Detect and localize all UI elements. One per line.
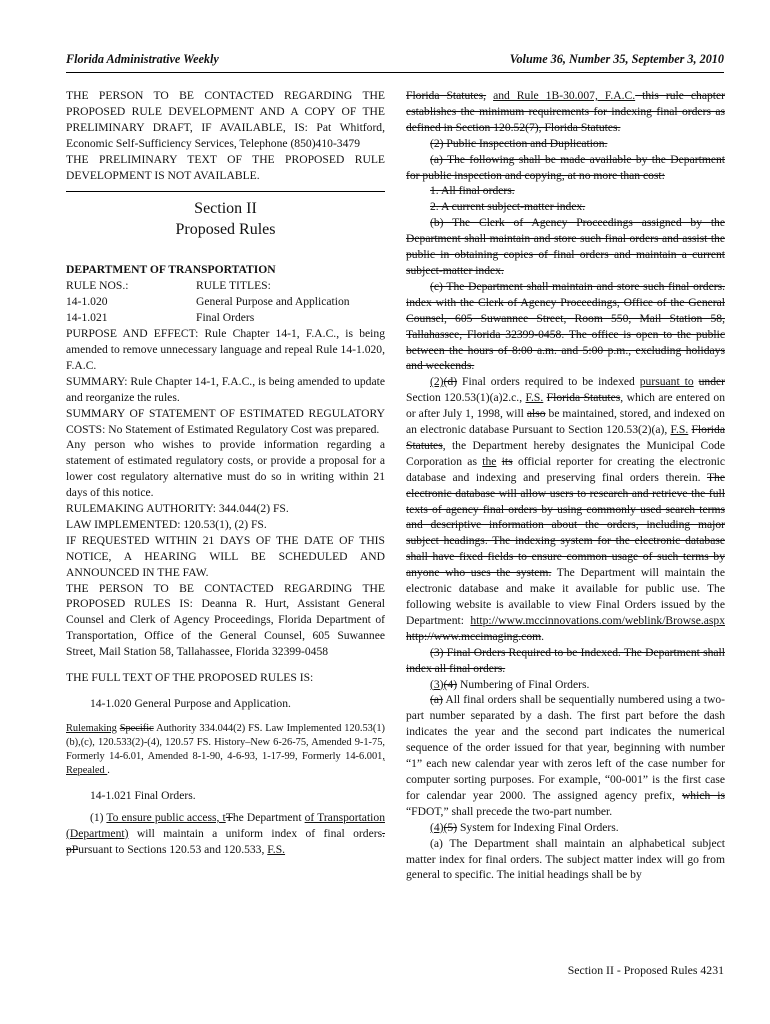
rule-row <box>66 310 385 326</box>
deleted-text: (a) <box>430 693 443 707</box>
journal-title: Florida Administrative Weekly <box>66 52 219 66</box>
rule-row <box>66 294 385 310</box>
deleted-text: (b) The Clerk of Agency Proceedings assigned by the Department shall maintain and store such final orders and assist the public in obtaining copies of final orders and maintain a current subject-matter index. <box>406 216 725 277</box>
deleted-paragraph <box>406 215 725 279</box>
inserted-text: , Repealed <box>66 750 385 776</box>
running-header <box>66 52 724 72</box>
inserted-text: F.S. <box>267 842 286 856</box>
deleted-text: also <box>526 407 546 421</box>
prior-notice-contact: THE PERSON TO BE CONTACTED REGARDING THE PROPOSED RULE DEVELOPMENT AND A COPY OF THE PRELIMINARY DRAFT, IF AVAILABLE, IS: Pat Whitford, Economic Self-Sufficiency Services, Telephone (850)410-3479 <box>66 89 385 150</box>
deleted-subsection <box>406 136 725 152</box>
deleted-text: Specific <box>119 722 154 734</box>
inserted-text: the <box>482 454 497 468</box>
deleted-text: under <box>698 375 725 389</box>
summary-of-costs: SUMMARY OF STATEMENT OF ESTIMATED REGULATORY COSTS: No Statement of Estimated Regulatory Cost was prepared. <box>66 406 385 436</box>
text: will maintain a uniform index of final orders <box>128 826 383 840</box>
inserted-text: To ensure public access, t <box>106 810 226 824</box>
deleted-text: 2. A current subject-matter index. <box>430 200 586 214</box>
deleted-item <box>406 199 725 215</box>
text: Final orders required to be indexed <box>457 375 640 389</box>
issue-info: Volume 36, Number 35, September 3, 2010 <box>509 52 724 66</box>
text: . <box>541 629 545 643</box>
rule-heading-14-1-021: 14-1.021 Final Orders. <box>90 788 196 802</box>
deleted-item <box>406 183 725 199</box>
deleted-text: Florida Statutes, <box>406 89 487 102</box>
right-column <box>406 88 725 883</box>
section-rule <box>66 191 385 192</box>
deleted-paragraph <box>406 152 725 184</box>
rule-title: Final Orders <box>196 311 255 325</box>
deleted-text: (c) The Department shall maintain and store such final orders. index with the Clerk of Agency Proceedings, Office of the General Counsel, 605 Suwannee Street, Room 550, Mail Station 58, Tallahassee, Florida 32399-0458. The office is open to the public between the hours of 8:00 a.m. and 5:00 p.m., excluding holidays and weekends. <box>406 279 725 373</box>
website-link[interactable]: http://www.mccinnovations.com/weblink/Browse.aspx <box>470 613 725 627</box>
rule-nos-label: RULE NOS.: <box>66 279 129 293</box>
rule-number: 14-1.021 <box>66 311 108 325</box>
inserted-text: F.S. <box>670 423 689 437</box>
history-end: . <box>107 764 110 776</box>
inserted-text: (4) <box>430 820 444 834</box>
header-rule <box>66 72 724 73</box>
text: he Department <box>232 810 305 824</box>
deleted-text: Florida Statutes <box>406 423 725 452</box>
deleted-text: its <box>501 454 513 468</box>
hearing-notice: IF REQUESTED WITHIN 21 DAYS OF THE DATE OF THIS NOTICE, A HEARING WILL BE SCHEDULED AND ANNOUNCED IN THE FAW. <box>66 533 385 579</box>
deleted-subsection <box>406 645 725 677</box>
deleted-text: (d) <box>443 375 458 389</box>
text: All final orders shall be sequentially numbered using a two-part number separated by a dash. The first part before the dash indicates the year and the second part indicates the numerical sequence of the order issued for that year, beginning with number “1” each new calendar year with zeros left of the case number for computer sorting purposes. For example, “00-001” is the first case for calendar year 2000. The assigned agency prefix, <box>406 693 725 802</box>
text: be maintained, stored, and indexed on an electronic database Pursuant to Section 120.53(2)(a), <box>406 407 725 437</box>
rule-paragraph <box>406 374 725 644</box>
summary: SUMMARY: Rule Chapter 14-1, F.A.C., is being amended to update and reorganize the rules. <box>66 374 385 404</box>
text: , the Department hereby designates the Municipal Code Corporation as <box>406 438 725 468</box>
inserted-text: Rulemaking <box>66 722 117 734</box>
deleted-text: P <box>71 842 79 856</box>
text: “FDOT,” shall precede the two-part number. <box>406 804 613 818</box>
prior-notice-text-status: THE PRELIMINARY TEXT OF THE PROPOSED RULE DEVELOPMENT IS NOT AVAILABLE. <box>66 152 385 182</box>
deleted-link: http://www.mccimaging.com <box>406 629 542 643</box>
history-text: Authority 334.044(2) FS. Law Implemented 120.53(1)(b),(c), 120.533(2)-(4), 120.57 FS. History–New 6-26-75, Amended 9-1-75, Formerly 14-6.01, Amended 8-1-90, 4-6-93, 1-17-99, Formerly 14-6.001 <box>66 722 385 762</box>
subsection-heading <box>406 820 725 836</box>
deleted-text: this rule chapter establishes the minimum requirements for indexing final orders as defined in Section 120.52(7), Florida Statutes. <box>406 89 725 134</box>
deleted-text: (4) <box>443 677 458 691</box>
rule-heading-14-1-020: 14-1.020 General Purpose and Application. <box>90 697 291 710</box>
rule-paragraph <box>66 810 385 858</box>
text: official reporter for creating the electronic database and indexing and preserving final orders therein. <box>406 454 726 484</box>
purpose-and-effect: PURPOSE AND EFFECT: Rule Chapter 14-1, F.A.C., is being amended to remove unnecessary language and repeal Rule 14-1.020, F.A.C. <box>66 327 385 372</box>
text: The Department will maintain the electronic database and make it available for public use. The following website is available to view Final Orders issued by the Department: <box>406 566 725 627</box>
deleted-text: (5) <box>443 820 458 834</box>
left-column <box>66 88 385 858</box>
rule-title: General Purpose and Application <box>196 295 350 309</box>
deleted-text: (a) The following shall be made available by the Department for public inspection and copying, at no more than cost: <box>406 152 725 182</box>
subsection-heading <box>406 677 725 693</box>
rule-titles-label: RULE TITLES: <box>196 279 271 293</box>
section-number: Section II <box>194 200 257 218</box>
inserted-text: pursuant to <box>639 375 694 389</box>
rule-paragraph <box>406 88 725 136</box>
rule-history-note <box>66 722 385 778</box>
cost-proposal-notice: Any person who wishes to provide information regarding a statement of estimated regulatory costs, or provide a proposal for a lower cost regulatory alternative must do so in writing within 21 days of this notice. <box>66 438 385 500</box>
deleted-text: (3) Final Orders Required to be Indexed. The Department shall index all final orders. <box>406 645 725 675</box>
deleted-text: The electronic database will allow users to research and retrieve the full texts of agency final orders by using commonly used search terms and descriptive information about the orders, including major subject headings. The indexing system for the electronic database shall have fixed fields to ensure common usage of such terms by anyone who uses the system. <box>406 470 725 580</box>
deleted-text: T <box>225 810 233 824</box>
deleted-text: (2) Public Inspection and Duplication. <box>430 136 608 150</box>
text: ursuant to Sections 120.53 and 120.533, <box>78 842 268 856</box>
inserted-text: F.S. <box>525 391 544 405</box>
inserted-text: (3) <box>430 677 444 691</box>
full-text-heading: THE FULL TEXT OF THE PROPOSED RULES IS: <box>66 671 314 685</box>
rule-paragraph <box>406 692 725 819</box>
department-heading: DEPARTMENT OF TRANSPORTATION <box>66 263 276 277</box>
text: System for Indexing Final Orders. <box>457 820 619 834</box>
inserted-text: of Transportation (Department) <box>66 810 385 840</box>
text: , which are entered on or after July 1, 1998, will <box>406 391 725 421</box>
rule-paragraph: (a) The Department shall maintain an alphabetical subject matter index for final orders. The subject matter index will go from general to specific. The initial headings shall be by <box>406 836 725 882</box>
section-name: Proposed Rules <box>175 221 276 239</box>
law-implemented: LAW IMPLEMENTED: 120.53(1), (2) FS. <box>66 517 267 531</box>
deleted-text: which is <box>681 788 725 802</box>
deleted-text: Florida Statutes <box>546 391 621 405</box>
deleted-text: . p <box>66 826 385 856</box>
text: Section 120.53(1)(a)2.c., <box>406 391 526 405</box>
contact-person: THE PERSON TO BE CONTACTED REGARDING THE PROPOSED RULES IS: Deanna R. Hurt, Assistant General Counsel and Clerk of Agency Proceedings, Florida Department of Transportation, Office of the General Counsel, 605 Suwannee Street, Mail Station 58, Tallahassee, Florida 32399-0458 <box>66 581 385 659</box>
deleted-text: 1. All final orders. <box>430 184 515 198</box>
page-footer: Section II - Proposed Rules 4231 <box>567 963 724 977</box>
rulemaking-authority: RULEMAKING AUTHORITY: 344.044(2) FS. <box>66 502 289 516</box>
text: (1) <box>90 810 107 824</box>
rule-number: 14-1.020 <box>66 295 108 309</box>
text: Numbering of Final Orders. <box>457 677 590 691</box>
inserted-text: and Rule 1B-30.007, F.A.C. <box>493 89 636 102</box>
inserted-text: (2) <box>430 375 444 389</box>
deleted-paragraph <box>406 279 725 374</box>
rule-table-header <box>66 278 385 294</box>
